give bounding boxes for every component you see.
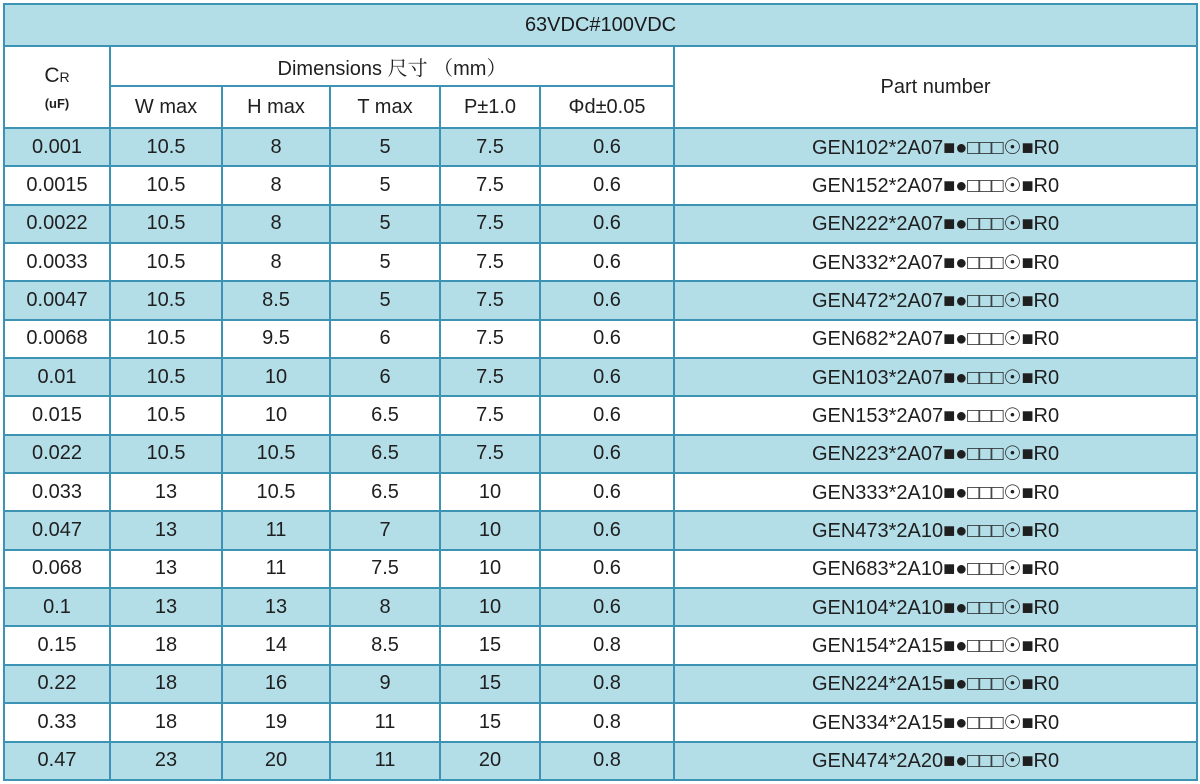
w-max-cell: 23 [110,742,222,781]
w-max-cell: 18 [110,703,222,741]
cr-cell: 0.015 [4,396,110,434]
table-row [4,550,1197,588]
pitch-cell: 7.5 [440,320,540,358]
table-row [4,626,1197,664]
h-max-cell: 16 [222,665,330,703]
table-row [4,588,1197,626]
w-max-cell: 10.5 [110,396,222,434]
part-number-header: Part number [674,46,1197,128]
pitch-cell: 10 [440,550,540,588]
cr-cell: 0.0015 [4,166,110,204]
pitch-cell: 7.5 [440,358,540,396]
table-row [4,281,1197,319]
pitch-cell: 15 [440,626,540,664]
col-t-max: T max [330,86,440,128]
h-max-cell: 8 [222,205,330,243]
part-number-cell: GEN154*2A15■●□□□☉■R0 [674,626,1197,664]
lead-diameter-cell: 0.6 [540,588,674,626]
part-number-cell: GEN474*2A20■●□□□☉■R0 [674,742,1197,781]
header-row-1 [4,46,1197,86]
cr-cell: 0.01 [4,358,110,396]
lead-diameter-cell: 0.6 [540,243,674,281]
t-max-cell: 7 [330,511,440,549]
cr-cell: 0.15 [4,626,110,664]
table-row [4,320,1197,358]
table-row [4,205,1197,243]
pitch-cell: 10 [440,511,540,549]
pitch-cell: 15 [440,703,540,741]
lead-diameter-cell: 0.6 [540,358,674,396]
cr-cell: 0.47 [4,742,110,781]
table-row [4,358,1197,396]
t-max-cell: 6 [330,358,440,396]
cr-cell: 0.047 [4,511,110,549]
w-max-cell: 10.5 [110,128,222,166]
w-max-cell: 13 [110,550,222,588]
table-row [4,396,1197,434]
lead-diameter-cell: 0.6 [540,511,674,549]
part-number-cell: GEN152*2A07■●□□□☉■R0 [674,166,1197,204]
w-max-cell: 18 [110,665,222,703]
t-max-cell: 11 [330,742,440,781]
t-max-cell: 5 [330,281,440,319]
h-max-cell: 11 [222,550,330,588]
w-max-cell: 13 [110,473,222,511]
part-number-cell: GEN102*2A07■●□□□☉■R0 [674,128,1197,166]
h-max-cell: 9.5 [222,320,330,358]
part-number-cell: GEN473*2A10■●□□□☉■R0 [674,511,1197,549]
h-max-cell: 10.5 [222,473,330,511]
t-max-cell: 5 [330,243,440,281]
lead-diameter-cell: 0.8 [540,703,674,741]
t-max-cell: 6.5 [330,473,440,511]
w-max-cell: 13 [110,511,222,549]
t-max-cell: 11 [330,703,440,741]
table-row [4,742,1197,781]
part-number-cell: GEN153*2A07■●□□□☉■R0 [674,396,1197,434]
lead-diameter-cell: 0.6 [540,205,674,243]
table-row [4,473,1197,511]
cr-subscript: R [59,69,70,85]
cr-cell: 0.1 [4,588,110,626]
pitch-cell: 15 [440,665,540,703]
capacitor-spec-table [3,3,1198,781]
cr-cell: 0.33 [4,703,110,741]
t-max-cell: 8 [330,588,440,626]
cr-cell: 0.033 [4,473,110,511]
lead-diameter-cell: 0.6 [540,396,674,434]
part-number-cell: GEN682*2A07■●□□□☉■R0 [674,320,1197,358]
part-number-cell: GEN472*2A07■●□□□☉■R0 [674,281,1197,319]
col-h-max: H max [222,86,330,128]
table-row [4,665,1197,703]
h-max-cell: 8 [222,166,330,204]
t-max-cell: 7.5 [330,550,440,588]
h-max-cell: 14 [222,626,330,664]
lead-diameter-cell: 0.6 [540,128,674,166]
part-number-cell: GEN103*2A07■●□□□☉■R0 [674,358,1197,396]
pitch-cell: 10 [440,588,540,626]
part-number-cell: GEN223*2A07■●□□□☉■R0 [674,435,1197,473]
table-row [4,511,1197,549]
pitch-cell: 7.5 [440,396,540,434]
h-max-cell: 11 [222,511,330,549]
pitch-cell: 7.5 [440,281,540,319]
part-number-cell: GEN333*2A10■●□□□☉■R0 [674,473,1197,511]
pitch-cell: 7.5 [440,128,540,166]
w-max-cell: 13 [110,588,222,626]
lead-diameter-cell: 0.6 [540,166,674,204]
title-row [4,4,1197,46]
cr-label [5,63,109,90]
h-max-cell: 10 [222,358,330,396]
w-max-cell: 10.5 [110,166,222,204]
pitch-cell: 10 [440,473,540,511]
part-number-cell: GEN104*2A10■●□□□☉■R0 [674,588,1197,626]
h-max-cell: 8.5 [222,281,330,319]
h-max-cell: 8 [222,243,330,281]
dimensions-header: Dimensions 尺寸 （mm） [110,46,674,86]
cr-symbol: C [44,64,60,87]
t-max-cell: 5 [330,205,440,243]
h-max-cell: 10 [222,396,330,434]
t-max-cell: 5 [330,166,440,204]
table-row [4,166,1197,204]
cr-cell: 0.022 [4,435,110,473]
part-number-cell: GEN334*2A15■●□□□☉■R0 [674,703,1197,741]
pitch-cell: 7.5 [440,166,540,204]
lead-diameter-cell: 0.8 [540,665,674,703]
cr-unit: (uF) [44,96,70,111]
t-max-cell: 8.5 [330,626,440,664]
table-row [4,243,1197,281]
w-max-cell: 10.5 [110,320,222,358]
table-row [4,128,1197,166]
part-number-cell: GEN332*2A07■●□□□☉■R0 [674,243,1197,281]
table-row [4,435,1197,473]
cr-cell: 0.0068 [4,320,110,358]
w-max-cell: 18 [110,626,222,664]
col-lead-diameter: Φd±0.05 [540,86,674,128]
lead-diameter-cell: 0.6 [540,281,674,319]
h-max-cell: 10.5 [222,435,330,473]
cr-cell: 0.22 [4,665,110,703]
cr-cell: 0.0047 [4,281,110,319]
pitch-cell: 7.5 [440,205,540,243]
lead-diameter-cell: 0.6 [540,473,674,511]
table-row [4,703,1197,741]
h-max-cell: 19 [222,703,330,741]
w-max-cell: 10.5 [110,358,222,396]
w-max-cell: 10.5 [110,205,222,243]
w-max-cell: 10.5 [110,281,222,319]
t-max-cell: 6 [330,320,440,358]
cr-header [4,46,110,128]
pitch-cell: 20 [440,742,540,781]
part-number-cell: GEN224*2A15■●□□□☉■R0 [674,665,1197,703]
cr-cell: 0.0033 [4,243,110,281]
w-max-cell: 10.5 [110,435,222,473]
t-max-cell: 5 [330,128,440,166]
h-max-cell: 8 [222,128,330,166]
cr-cell: 0.068 [4,550,110,588]
part-number-cell: GEN222*2A07■●□□□☉■R0 [674,205,1197,243]
lead-diameter-cell: 0.8 [540,742,674,781]
pitch-cell: 7.5 [440,435,540,473]
pitch-cell: 7.5 [440,243,540,281]
lead-diameter-cell: 0.6 [540,320,674,358]
cr-cell: 0.0022 [4,205,110,243]
w-max-cell: 10.5 [110,243,222,281]
t-max-cell: 9 [330,665,440,703]
t-max-cell: 6.5 [330,396,440,434]
h-max-cell: 13 [222,588,330,626]
col-pitch: P±1.0 [440,86,540,128]
part-number-cell: GEN683*2A10■●□□□☉■R0 [674,550,1197,588]
t-max-cell: 6.5 [330,435,440,473]
lead-diameter-cell: 0.6 [540,435,674,473]
col-w-max: W max [110,86,222,128]
lead-diameter-cell: 0.8 [540,626,674,664]
h-max-cell: 20 [222,742,330,781]
cr-cell: 0.001 [4,128,110,166]
lead-diameter-cell: 0.6 [540,550,674,588]
table-title: 63VDC#100VDC [4,4,1197,46]
